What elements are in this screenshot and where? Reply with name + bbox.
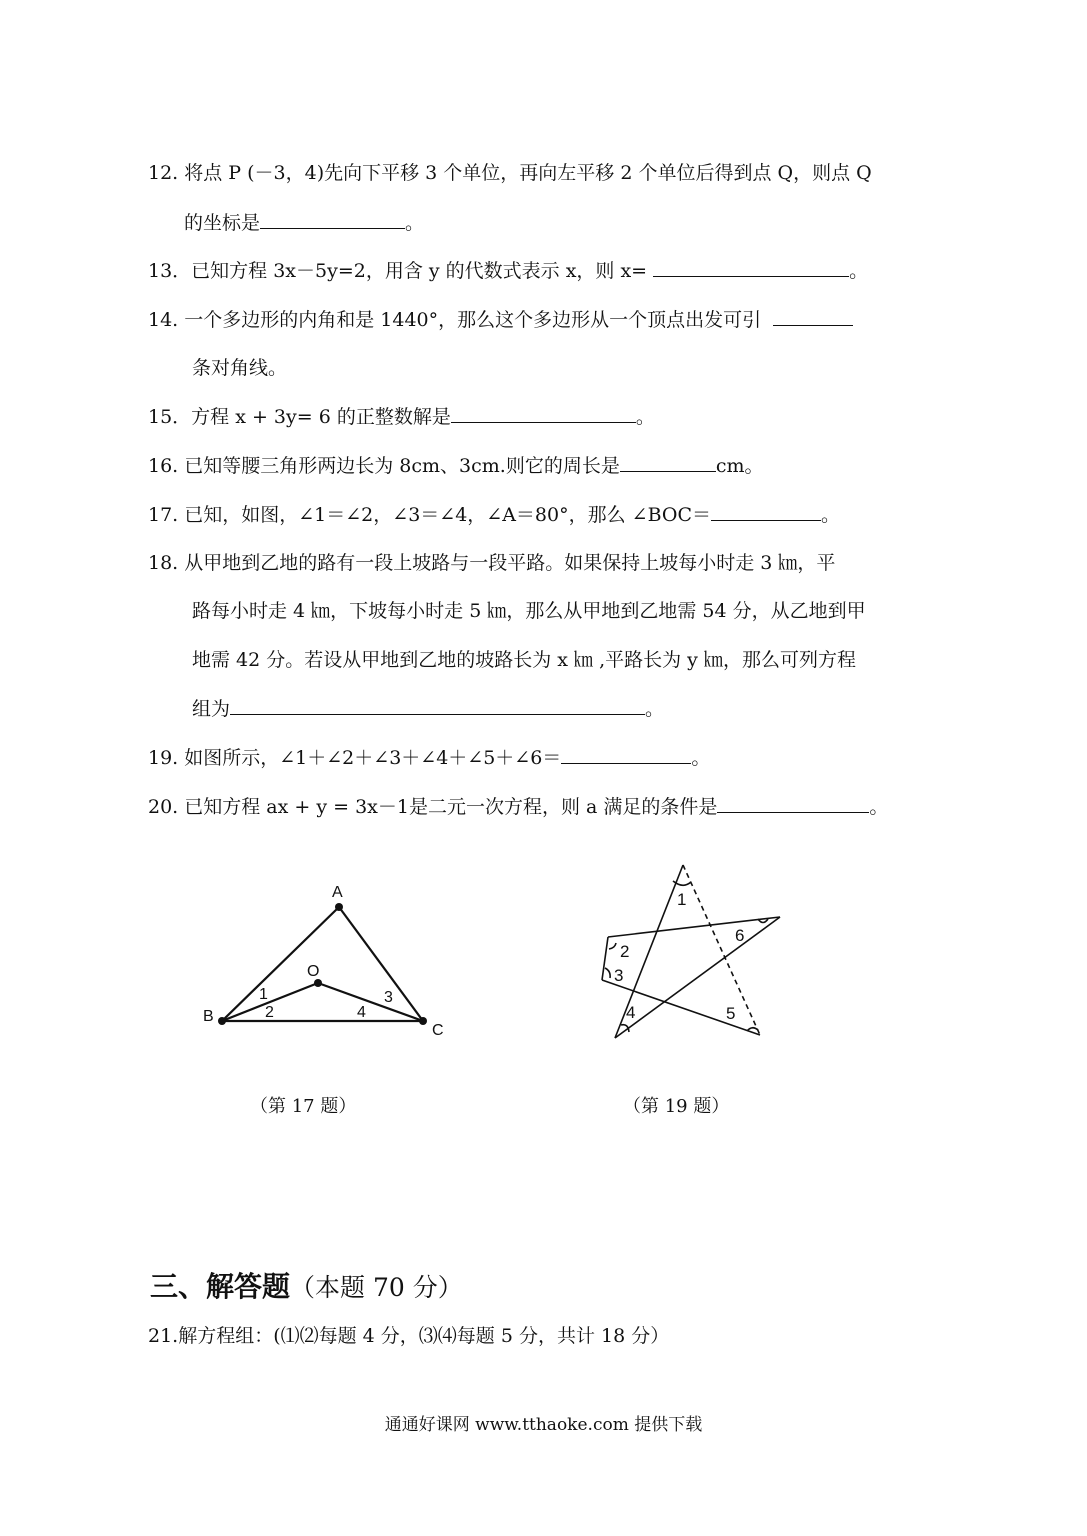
- q18-line4: 组为 。: [192, 698, 665, 720]
- q12-line1: 12. 将点 P (－3，4)先向下平移 3 个单位，再向左平移 2 个单位后得到点 Q，则点 Q: [148, 162, 872, 184]
- q14-line2: 条对角线。: [192, 357, 288, 379]
- angle-arc-2: [609, 943, 616, 949]
- label-A: A: [332, 884, 343, 901]
- angle-label-4: 4: [357, 1004, 366, 1021]
- star-edge-4: [608, 917, 780, 937]
- section-heading: [150, 1270, 463, 1305]
- angle-label-5: 5: [726, 1004, 736, 1023]
- q19-answer-blank[interactable]: [561, 745, 691, 764]
- point-A: [335, 903, 343, 911]
- q20-answer-blank[interactable]: [717, 794, 869, 813]
- label-B: B: [203, 1008, 214, 1025]
- angle-label-3: 3: [614, 966, 624, 985]
- q19: 19. 如图所示，∠1＋∠2＋∠3＋∠4＋∠5＋∠6＝ 。: [148, 747, 711, 769]
- q12-line2: 的坐标是 。: [184, 212, 425, 234]
- q18-line3: 地需 42 分。若设从甲地到乙地的坡路长为 x ㎞ ,平路长为 y ㎞，那么可列方程: [192, 649, 856, 671]
- star-edge-2-dashed: [683, 865, 760, 1035]
- angle-label-6: 6: [735, 926, 745, 945]
- figure-17-caption: （第 17 题）: [250, 1096, 357, 1117]
- section-title: 三、解答题: [150, 1270, 291, 1303]
- segment-AC: [339, 907, 423, 1021]
- q13: 13．已知方程 3x－5y=2，用含 y 的代数式表示 x，则 x= 。: [148, 260, 869, 282]
- q16-answer-blank[interactable]: [620, 453, 716, 472]
- q12-answer-blank[interactable]: [260, 210, 405, 229]
- q18-answer-blank[interactable]: [230, 696, 645, 715]
- q18-line2: 路每小时走 4 ㎞，下坡每小时走 5 ㎞，那么从甲地到乙地需 54 分，从乙地到甲: [192, 600, 866, 622]
- segment-OC: [318, 983, 423, 1021]
- page-footer: 通通好课网 www.tthaoke.com 提供下载: [384, 1415, 703, 1435]
- figure-17: [195, 875, 455, 1050]
- point-C: [419, 1017, 427, 1025]
- segment-AB: [222, 907, 339, 1021]
- angle-label-3: 3: [384, 989, 393, 1006]
- angle-label-2: 2: [620, 942, 630, 961]
- angle-label-2: 2: [265, 1004, 274, 1021]
- q17: 17. 已知，如图，∠1＝∠2，∠3＝∠4，∠A＝80°，那么 ∠BOC＝ 。: [148, 504, 841, 526]
- q18-line1: 18. 从甲地到乙地的路有一段上坡路与一段平路。如果保持上坡每小时走 3 ㎞，平: [148, 552, 836, 574]
- angle-label-4: 4: [626, 1003, 636, 1022]
- q14-answer-blank[interactable]: [773, 307, 853, 326]
- angle-label-1: 1: [677, 890, 687, 909]
- q15-answer-blank[interactable]: [451, 404, 636, 423]
- point-O: [314, 979, 322, 987]
- q15: 15．方程 x + 3y= 6 的正整数解是 。: [148, 406, 655, 428]
- q16: 16. 已知等腰三角形两边长为 8cm、3cm.则它的周长是 cm。: [148, 455, 764, 477]
- q13-answer-blank[interactable]: [653, 258, 849, 277]
- angle-arc-3: [605, 968, 610, 978]
- angle-label-1: 1: [259, 986, 268, 1003]
- figure-19: [590, 855, 800, 1055]
- q20: 20. 已知方程 ax + y = 3x－1是二元一次方程，则 a 满足的条件是 。: [148, 796, 889, 818]
- star-edge-5: [602, 937, 608, 980]
- star-edge-3: [615, 917, 780, 1038]
- point-B: [218, 1017, 226, 1025]
- figure-19-caption: （第 19 题）: [623, 1096, 730, 1117]
- q21: 21.解方程组：(⑴⑵每题 4 分，⑶⑷每题 5 分，共计 18 分）: [148, 1325, 670, 1347]
- section-note: （本题 70 分）: [290, 1273, 463, 1302]
- label-C: C: [432, 1022, 444, 1039]
- q14-line1: 14. 一个多边形的内角和是 1440°，那么这个多边形从一个顶点出发可引: [148, 307, 853, 333]
- label-O: O: [307, 963, 320, 980]
- q17-answer-blank[interactable]: [711, 502, 821, 521]
